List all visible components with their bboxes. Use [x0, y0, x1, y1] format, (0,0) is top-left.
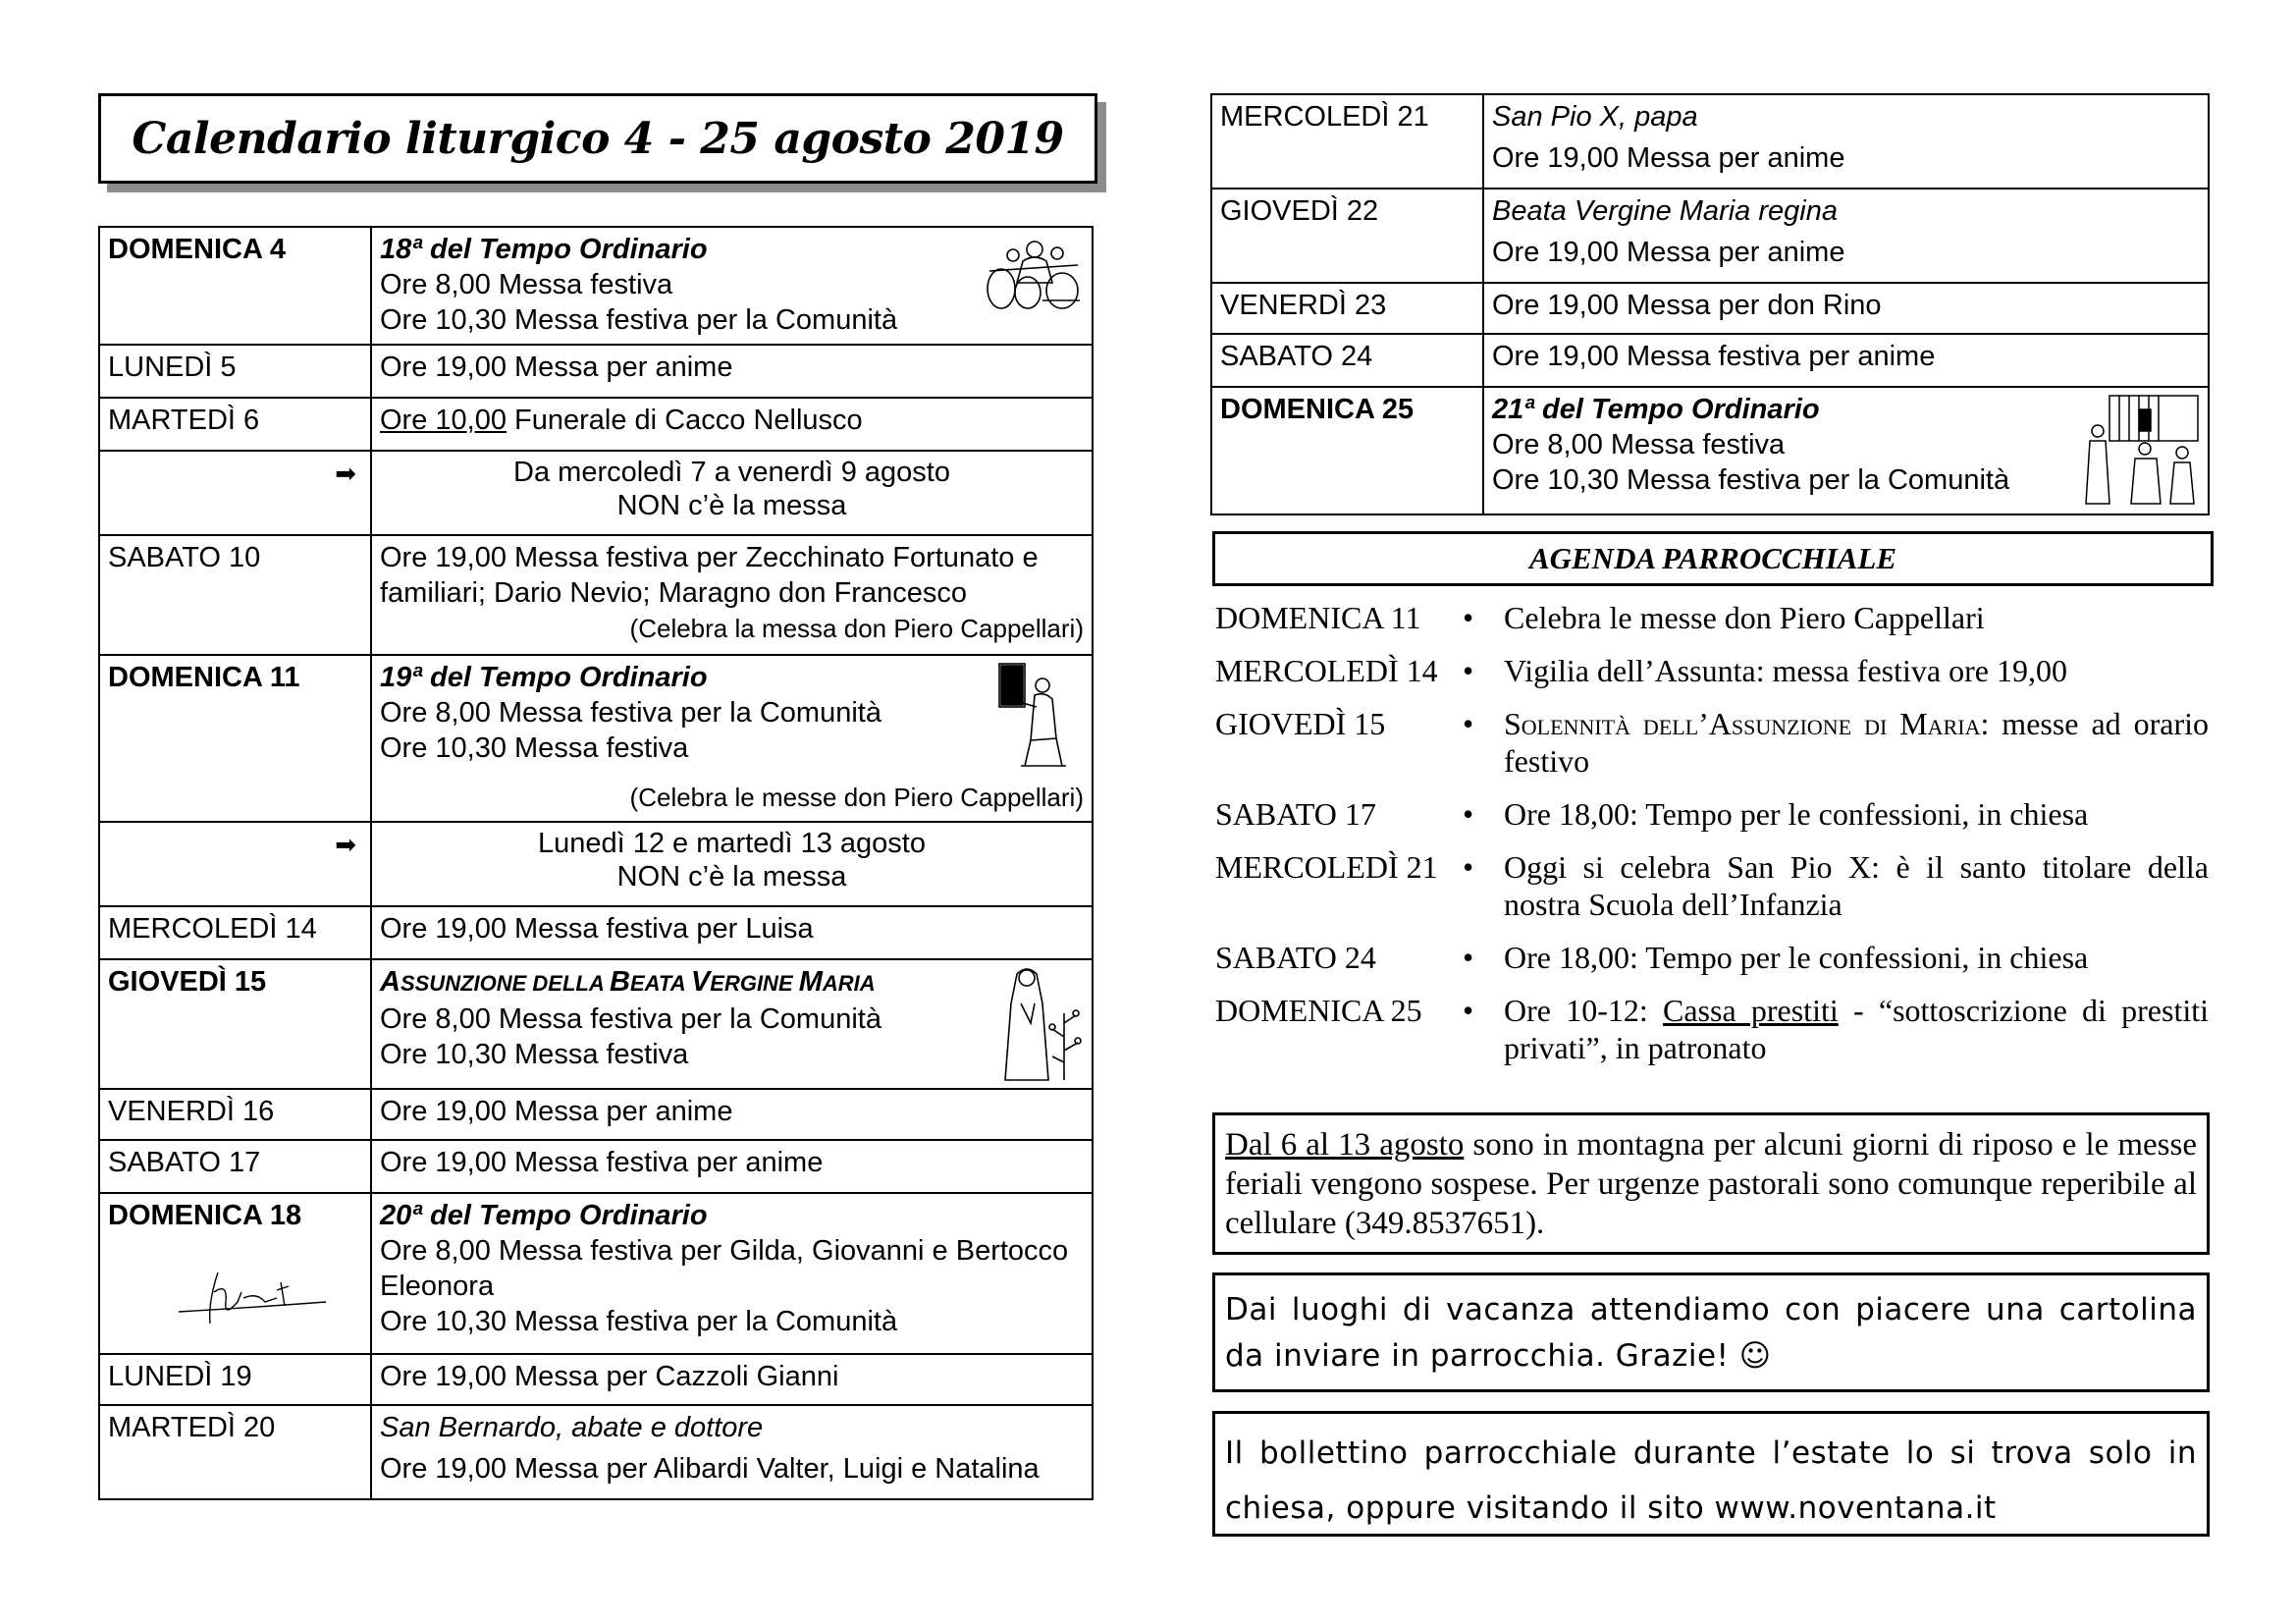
list-item [1215, 939, 2209, 976]
day-cell: VENERDÌ 23 [1211, 283, 1483, 334]
day-cell [99, 1193, 371, 1354]
agenda-title-box [1212, 531, 2214, 586]
mass-line: Ore 8,00 Messa festiva per Gilda, Giovanni e Bertocco [380, 1235, 1069, 1267]
entry-cell [371, 959, 1093, 1089]
table-row [1211, 189, 2209, 283]
mass-line: Ore 19,00 Messa per Cazzoli Gianni [380, 1361, 839, 1392]
mass-line: Ore 19,00 Messa festiva per Luisa [380, 913, 814, 945]
bullet-icon: • [1463, 993, 1474, 1028]
postcard-text: Dai luoghi di vacanza attendiamo con piacere una cartolina da inviare in parrocchia. Grazie! ☺ [1225, 1292, 2197, 1374]
mass-line: Ore 10,30 Messa festiva [380, 732, 689, 764]
table-row [99, 906, 1093, 959]
entry-cell [371, 1089, 1093, 1140]
day-cell: DOMENICA 4 [99, 227, 371, 345]
narrow-door-illustration [2076, 392, 2202, 508]
mass-line: Ore 8,00 Messa festiva per la Comunità [380, 697, 881, 729]
mass-line: Ore 19,00 Messa festiva per anime [380, 1147, 824, 1178]
entry-cell [1483, 189, 2209, 283]
agenda-text: Oggi si celebra San Pio X: è il santo titolare della nostra Scuola dell’Infanzia [1504, 849, 2209, 922]
day-cell: DOMENICA 11 [99, 655, 371, 822]
celebrant-note: (Celebra le messe don Piero Cappellari) [629, 783, 1084, 812]
agenda-text: Ore 18,00: Tempo per le confessioni, in chiesa [1504, 796, 2089, 832]
page-title: Calendario liturgico 4 - 25 agosto 2019 [132, 113, 1064, 164]
liturgy-heading: 19ª del Tempo Ordinario [380, 662, 708, 693]
agenda-text: Celebra le messe don Piero Cappellari [1504, 600, 1985, 635]
agenda-day: MERCOLEDÌ 21 [1215, 849, 1438, 885]
boat-illustration [179, 1263, 326, 1331]
saint-name: San Pio X, papa [1492, 101, 1698, 133]
liturgy-heading: ASSUNZIONE DELLA BEATA VERGINE MARIA [380, 966, 876, 998]
arrow-right-icon: ➡ [335, 459, 356, 488]
entry-cell [371, 398, 1093, 451]
table-row [99, 535, 1093, 655]
table-row [99, 398, 1093, 451]
bullet-icon: • [1463, 653, 1474, 688]
day-cell: LUNEDÌ 5 [99, 345, 371, 398]
mass-line: Ore 19,00 Messa festiva per anime [1492, 341, 1936, 372]
list-item [1215, 652, 2209, 689]
postcard-notice-box [1212, 1272, 2210, 1392]
table-row [99, 1405, 1093, 1499]
day-cell: GIOVEDÌ 15 [99, 959, 371, 1089]
title-box [98, 93, 1097, 184]
madonna-illustration [991, 964, 1090, 1084]
entry-cell [1483, 283, 2209, 334]
entry-cell [371, 345, 1093, 398]
mass-line: Ore 8,00 Messa festiva [380, 269, 673, 300]
bulletin-notice-box [1212, 1411, 2210, 1537]
mass-line: Ore 19,00 Messa per anime [1492, 237, 1845, 268]
agenda-day: GIOVEDÌ 15 [1215, 706, 1386, 741]
bullet-icon: • [1463, 600, 1474, 635]
table-row [1211, 283, 2209, 334]
saint-name: Beata Vergine Maria regina [1492, 195, 1838, 227]
table-row [99, 1089, 1093, 1140]
agenda-day: MERCOLEDÌ 14 [1215, 653, 1438, 688]
mass-line: Ore 10,30 Messa festiva per la Comunità [380, 304, 898, 336]
mass-line: Ore 10,30 Messa festiva per la Comunità [380, 1306, 898, 1337]
woman-at-door-illustration [995, 660, 1070, 776]
entry-cell [371, 227, 1093, 345]
day-cell: GIOVEDÌ 22 [1211, 189, 1483, 283]
day-label: DOMENICA 18 [108, 1200, 302, 1231]
mass-line: Ore 19,00 Messa per don Rino [1492, 290, 1882, 321]
liturgy-heading: 20ª del Tempo Ordinario [380, 1200, 708, 1231]
table-row [99, 1140, 1093, 1193]
agenda-day: DOMENICA 11 [1215, 600, 1421, 635]
notice-line: NON c’è la messa [616, 861, 847, 893]
bullet-icon: • [1463, 849, 1474, 885]
entry-cell [1483, 334, 2209, 387]
mass-line: Ore 8,00 Messa festiva [1492, 429, 1786, 460]
agenda-text: Vigilia dell’Assunta: messa festiva ore 19,00 [1504, 653, 2067, 688]
arrow-right-icon: ➡ [335, 830, 356, 859]
arrow-cell [99, 451, 371, 535]
table-row [1211, 387, 2209, 514]
mass-line: Ore 19,00 Messa per anime [380, 352, 733, 383]
agenda-text: Solennità dell’Assunzione di Maria: messe ad orario festivo [1504, 706, 2210, 779]
table-row [99, 1354, 1093, 1405]
list-item [1215, 705, 2209, 780]
table-row [99, 345, 1093, 398]
agenda-text: Ore 10-12: Cassa prestiti - “sottoscrizione di prestiti privati”, in patronato [1504, 993, 2210, 1065]
saint-name: San Bernardo, abate e dottore [380, 1412, 764, 1443]
table-row [99, 1193, 1093, 1354]
mass-line: Ore 8,00 Messa festiva per la Comunità [380, 1003, 881, 1035]
notice-line: Da mercoledì 7 a venerdì 9 agosto [513, 457, 950, 488]
day-cell: MERCOLEDÌ 21 [1211, 94, 1483, 189]
mass-text: Funerale di Cacco Nellusco [506, 405, 863, 436]
mass-line: Ore 19,00 Messa festiva per Zecchinato Fortunato e [380, 542, 1039, 573]
entry-cell [1483, 387, 2209, 514]
table-row [1211, 94, 2209, 189]
list-item [1215, 795, 2209, 833]
day-cell: MARTEDÌ 6 [99, 398, 371, 451]
mass-line: familiari; Dario Nevio; Maragno don Francesco [380, 577, 967, 609]
entry-cell [371, 655, 1093, 822]
day-cell: SABATO 10 [99, 535, 371, 655]
table-row [99, 655, 1093, 822]
day-cell: SABATO 24 [1211, 334, 1483, 387]
mass-line: Ore 19,00 Messa per Alibardi Valter, Luigi e Natalina [380, 1453, 1040, 1485]
bulletin-text: Il bollettino parrocchiale durante l’estate lo si trova solo in chiesa, oppure visitando il sito www.noventana.it [1225, 1435, 2197, 1526]
entry-cell [371, 535, 1093, 655]
mass-line: Eleonora [380, 1271, 495, 1302]
entry-cell [371, 1193, 1093, 1354]
solemnity-name: Solennità dell’Assunzione di Maria [1504, 706, 1981, 741]
notice-cell [371, 451, 1093, 535]
day-cell: MARTEDÌ 20 [99, 1405, 371, 1499]
day-cell: DOMENICA 25 [1211, 387, 1483, 514]
vacation-text: sono in montagna per alcuni giorni di riposo e le messe feriali vengono sospese. Per urgenze pastorali sono comunque reperibile al cellulare (349.8537651). [1225, 1127, 2198, 1241]
notice-line: Lunedì 12 e martedì 13 agosto [537, 828, 926, 859]
bullet-icon: • [1463, 706, 1474, 741]
bullet-icon: • [1463, 940, 1474, 975]
liturgy-heading: 21ª del Tempo Ordinario [1492, 394, 1820, 425]
table-row [99, 822, 1093, 906]
mass-line: Ore 19,00 Messa per anime [1492, 142, 1845, 174]
entry-cell [371, 906, 1093, 959]
agenda-day: SABATO 17 [1215, 796, 1376, 832]
agenda-list [1215, 599, 2209, 1082]
agenda-text: Ore 18,00: Tempo per le confessioni, in chiesa [1504, 940, 2089, 975]
entry-cell [1483, 94, 2209, 189]
table-row [99, 227, 1093, 345]
list-item [1215, 992, 2209, 1066]
agenda-day: SABATO 24 [1215, 940, 1376, 975]
vacation-dates: Dal 6 al 13 agosto [1225, 1127, 1465, 1163]
cassa-prestiti-label: Cassa prestiti [1662, 993, 1839, 1028]
spacer [380, 766, 1084, 780]
celebrant-note: (Celebra la messa don Piero Cappellari) [629, 614, 1084, 643]
mass-line: Ore 19,00 Messa per anime [380, 1096, 733, 1127]
mass-line: Ore 10,30 Messa festiva [380, 1039, 689, 1070]
notice-cell [371, 822, 1093, 906]
notice-line: NON c’è la messa [616, 490, 847, 521]
entry-cell [371, 1354, 1093, 1405]
bullet-icon: • [1463, 796, 1474, 832]
table-row [99, 451, 1093, 535]
arrow-cell [99, 822, 371, 906]
list-item [1215, 848, 2209, 923]
day-cell: LUNEDÌ 19 [99, 1354, 371, 1405]
day-cell: VENERDÌ 16 [99, 1089, 371, 1140]
agenda-title: AGENDA PARROCCHIALE [1528, 541, 1897, 575]
table-row [99, 959, 1093, 1089]
liturgy-heading: 18ª del Tempo Ordinario [380, 234, 708, 265]
list-item [1215, 599, 2209, 636]
day-cell: SABATO 17 [99, 1140, 371, 1193]
gospel-figures-illustration [984, 232, 1086, 310]
mass-time: Ore 10,00 [380, 405, 507, 436]
mass-line: Ore 10,30 Messa festiva per la Comunità [1492, 464, 2010, 496]
calendar-table-right [1210, 93, 2210, 515]
table-row [1211, 334, 2209, 387]
entry-cell [371, 1405, 1093, 1499]
calendar-table-left [98, 226, 1094, 1500]
entry-cell [371, 1140, 1093, 1193]
vacation-notice-box [1212, 1112, 2210, 1255]
day-cell: MERCOLEDÌ 14 [99, 906, 371, 959]
agenda-day: DOMENICA 25 [1215, 993, 1422, 1028]
